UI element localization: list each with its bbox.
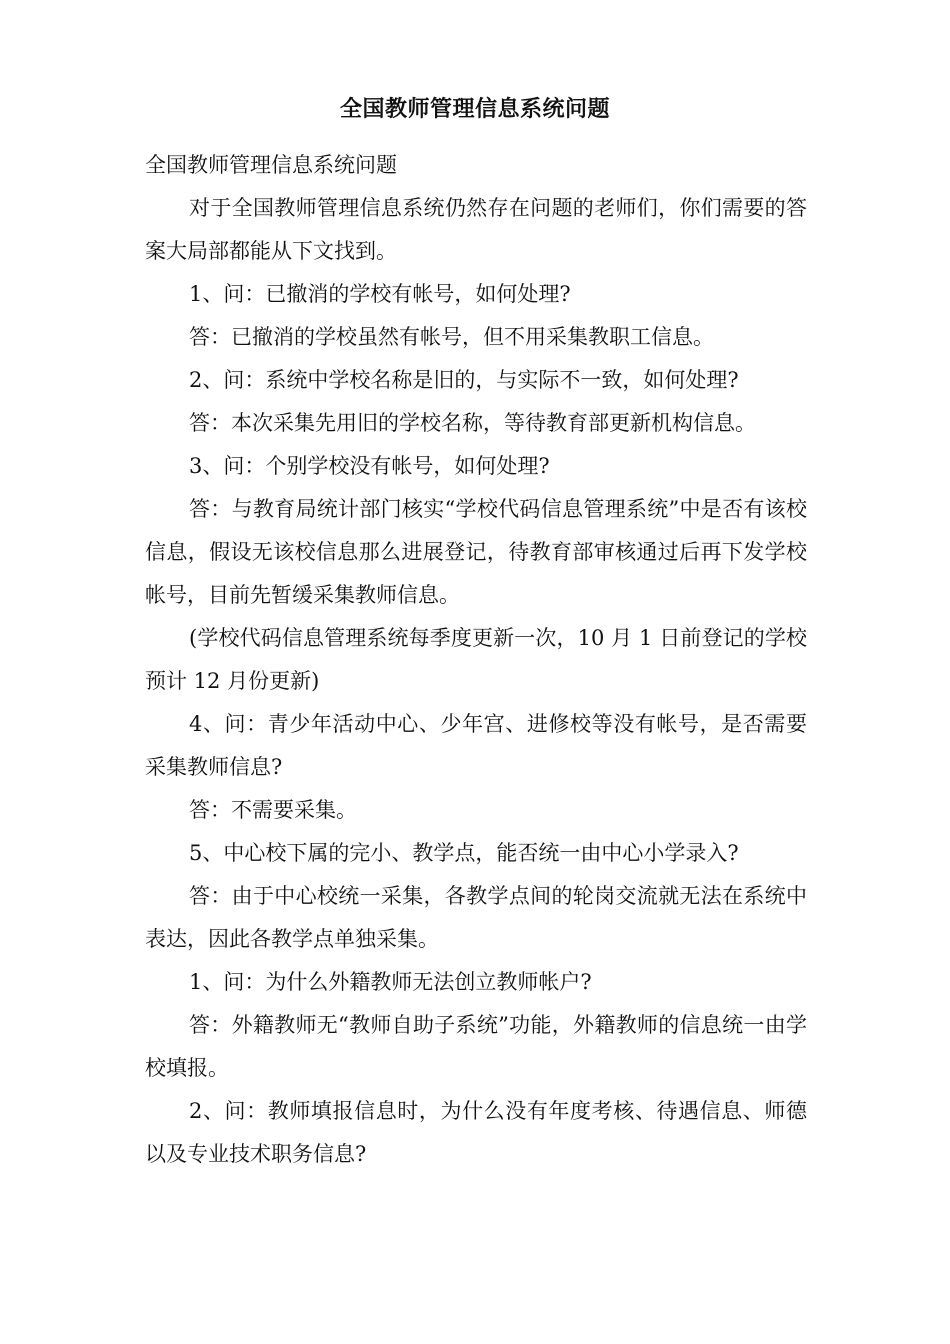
document-title: 全国教师管理信息系统问题 — [339, 96, 610, 122]
document-body — [145, 144, 807, 1176]
paragraph: 1、问：已撤消的学校有帐号，如何处理? — [189, 282, 571, 306]
paragraph: 答：不需要采集。 — [189, 798, 357, 822]
paragraph: 答：外籍教师无“教师自助子系统”功能，外籍教师的信息统一由学校填报。 — [145, 1013, 807, 1080]
paragraph: (学校代码信息管理系统每季度更新一次，10 月 1 日前登记的学校预计 12 月份更新) — [145, 626, 807, 693]
paragraph: 4、问：青少年活动中心、少年宫、进修校等没有帐号，是否需要采集教师信息? — [145, 712, 807, 779]
paragraph: 答：由于中心校统一采集，各教学点间的轮岗交流就无法在系统中表达，因此各教学点单独采集。 — [145, 884, 807, 951]
paragraph: 全国教师管理信息系统问题 — [145, 153, 397, 177]
paragraph: 对于全国教师管理信息系统仍然存在问题的老师们，你们需要的答案大局部都能从下文找到。 — [145, 196, 807, 263]
paragraph: 5、中心校下属的完小、教学点，能否统一由中心小学录入? — [189, 841, 739, 865]
paragraph: 答：与教育局统计部门核实“学校代码信息管理系统”中是否有该校信息，假设无该校信息那么进展登记，待教育部审核通过后再下发学校帐号，目前先暂缓采集教师信息。 — [145, 497, 807, 607]
paragraph: 答：本次采集先用旧的学校名称，等待教育部更新机构信息。 — [189, 411, 756, 435]
paragraph: 3、问：个别学校没有帐号，如何处理? — [189, 454, 550, 478]
paragraph: 2、问：系统中学校名称是旧的，与实际不一致，如何处理? — [189, 368, 739, 392]
paragraph: 答：已撤消的学校虽然有帐号，但不用采集教职工信息。 — [189, 325, 714, 349]
paragraph: 1、问：为什么外籍教师无法创立教师帐户? — [189, 970, 592, 994]
paragraph: 2、问：教师填报信息时，为什么没有年度考核、待遇信息、师德以及专业技术职务信息? — [145, 1099, 807, 1166]
